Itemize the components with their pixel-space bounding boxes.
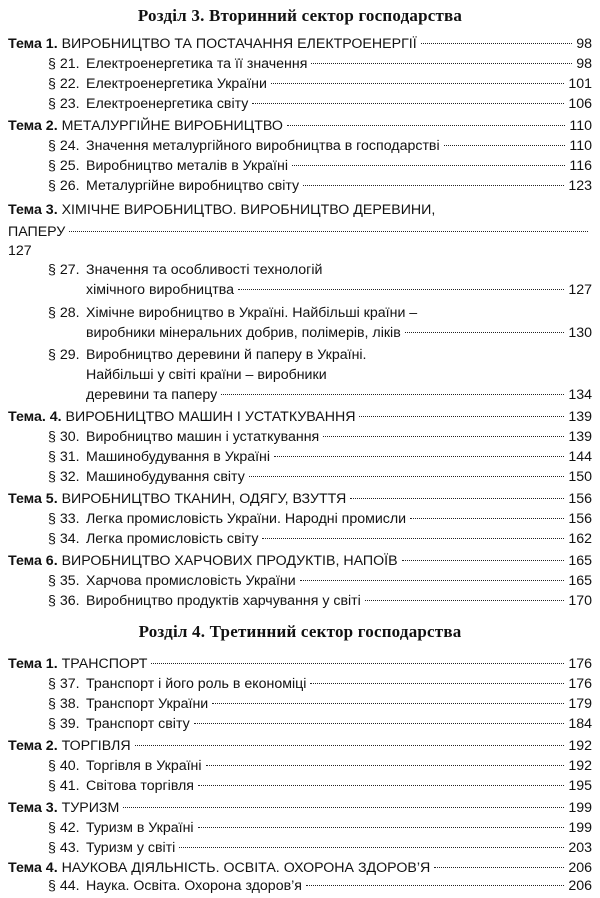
paragraph-number: § 41. (48, 778, 80, 794)
paragraph-title: Електроенергетика та її значення (86, 56, 308, 72)
tema-label: Тема 4. (8, 860, 58, 876)
paragraph-number: § 34. (48, 531, 80, 547)
section-3-title: Розділ 3. Вторинний сектор господарства (137, 6, 463, 25)
paragraph-number: § 28. (48, 305, 80, 321)
dot-leader (274, 456, 564, 457)
page-number: 123 (568, 178, 592, 194)
toc-entry-p27-line1[interactable] (48, 262, 322, 278)
toc-entry-p24[interactable] (48, 138, 592, 158)
paragraph-title: Електроенергетика світу (86, 96, 249, 112)
tema-title: ВИРОБНИЦТВО ТА ПОСТАЧАННЯ ЕЛЕКТРОЕНЕРГІЇ (61, 36, 417, 52)
dot-leader (271, 83, 564, 84)
toc-entry-s4-tema-4[interactable] (8, 860, 592, 880)
paragraph-title-line2: виробники мінеральних добрив, полімерів, ліків (86, 325, 401, 341)
dot-leader (151, 663, 564, 664)
dot-leader (434, 867, 564, 868)
dot-leader (287, 125, 565, 126)
toc-entry-s4-tema-2[interactable] (8, 738, 592, 758)
toc-entry-p39[interactable] (48, 716, 592, 736)
toc-entry-tema-6[interactable] (8, 553, 592, 573)
dot-leader (249, 476, 565, 477)
toc-entry-p42[interactable] (48, 820, 592, 840)
toc-entry-tema-1[interactable] (8, 36, 592, 56)
paragraph-title-line1: Значення та особливості технологій (86, 262, 323, 278)
dot-leader (135, 745, 565, 746)
paragraph-title: Легка промисловість світу (86, 531, 259, 547)
dot-leader (323, 436, 564, 437)
page-number: 127 (568, 282, 592, 298)
tema-label: Тема 2. (8, 118, 58, 134)
page-number: 176 (568, 676, 592, 692)
paragraph-number: § 22. (48, 76, 80, 92)
paragraph-number: § 40. (48, 758, 80, 774)
page-number: 203 (568, 840, 592, 856)
paragraph-title: Транспорт світу (86, 716, 190, 732)
paragraph-title: Транспорт України (86, 696, 209, 712)
page-number: 110 (569, 118, 592, 134)
dot-leader (292, 165, 565, 166)
paragraph-title: Туризм у світі (86, 840, 176, 856)
page-number: 179 (568, 696, 592, 712)
paragraph-title: Електроенергетика України (86, 76, 267, 92)
toc-entry-p27-line2[interactable] (86, 282, 592, 302)
tema-title: ВИРОБНИЦТВО ХАРЧОВИХ ПРОДУКТІВ, НАПОЇВ (61, 553, 398, 569)
dot-leader (198, 785, 564, 786)
paragraph-number: § 33. (48, 511, 80, 527)
page-number: 165 (568, 573, 592, 589)
paragraph-title-line1: Хімічне виробництво в Україні. Найбільші країни – (86, 305, 418, 321)
toc-entry-p44[interactable] (48, 878, 592, 898)
toc-entry-p23[interactable] (48, 96, 592, 116)
dot-leader (300, 580, 565, 581)
dot-leader (359, 416, 564, 417)
dot-leader (238, 289, 564, 290)
paragraph-number: § 31. (48, 449, 80, 465)
page-number: 106 (568, 96, 592, 112)
tema-label: Тема 3. (8, 800, 58, 816)
dot-leader (306, 885, 564, 886)
toc-entry-p29-line1[interactable] (48, 347, 367, 363)
paragraph-title: Виробництво машин і устаткування (86, 429, 320, 445)
paragraph-number: § 36. (48, 593, 80, 609)
toc-entry-s4-tema-3[interactable] (8, 800, 592, 820)
toc-entry-p22[interactable] (48, 76, 592, 96)
paragraph-title: Світова торгівля (86, 778, 194, 794)
toc-entry-p28-line2[interactable] (86, 325, 592, 345)
paragraph-title: Металургійне виробництво світу (86, 178, 300, 194)
paragraph-number: § 26. (48, 178, 80, 194)
toc-entry-p36[interactable] (48, 593, 592, 613)
dot-leader (405, 332, 565, 333)
tema-title: ВИРОБНИЦТВО МАШИН І УСТАТКУВАННЯ (65, 409, 356, 425)
dot-leader (365, 600, 565, 601)
toc-entry-tema-3-line2[interactable] (8, 224, 592, 244)
tema-label: Тема 1. (8, 36, 58, 52)
paragraph-title: Торгівля в Україні (86, 758, 202, 774)
section-4-title: Розділ 4. Третинний сектор господарства (138, 622, 462, 641)
toc-entry-p38[interactable] (48, 696, 592, 716)
toc-entry-p33[interactable] (48, 511, 592, 531)
dot-leader (410, 518, 564, 519)
paragraph-number: § 21. (48, 56, 80, 72)
toc-entry-tema-5[interactable] (8, 491, 592, 511)
dot-leader (198, 827, 565, 828)
page-number: 130 (568, 325, 592, 341)
paragraph-title: Машинобудування світу (86, 469, 245, 485)
tema-label: Тема 5. (8, 491, 58, 507)
paragraph-title-line3: деревини та паперу (86, 387, 218, 403)
paragraph-number: § 27. (48, 262, 80, 278)
tema-label: Тема 2. (8, 738, 58, 754)
tema-title: НАУКОВА ДІЯЛЬНІСТЬ. ОСВІТА. ОХОРОНА ЗДОРОВ’Я (61, 860, 431, 876)
toc-entry-p26[interactable] (48, 178, 592, 198)
page-number: 206 (568, 878, 592, 894)
toc-entry-p37[interactable] (48, 676, 592, 696)
page-number: 156 (568, 491, 592, 507)
toc-entry-tema-2[interactable] (8, 118, 592, 138)
dot-leader (123, 807, 564, 808)
paragraph-title-line1: Виробництво деревини й паперу в Україні. (86, 347, 367, 363)
page-number: 162 (568, 531, 592, 547)
paragraph-number: § 30. (48, 429, 80, 445)
page-number: 199 (568, 800, 592, 816)
dot-leader (303, 185, 564, 186)
toc-entry-p21[interactable] (48, 56, 592, 76)
tema-3-page-number: 127 (8, 243, 32, 259)
paragraph-title: Виробництво продуктів харчування у світі (86, 593, 361, 609)
toc-entry-p41[interactable] (48, 778, 592, 798)
paragraph-number: § 32. (48, 469, 80, 485)
toc-entry-p25[interactable] (48, 158, 592, 178)
dot-leader (252, 103, 564, 104)
paragraph-title: Харчова промисловість України (86, 573, 296, 589)
page-number: 139 (568, 409, 592, 425)
paragraph-title: Машинобудування в Україні (86, 449, 271, 465)
dot-leader (69, 231, 588, 232)
dot-leader (221, 394, 564, 395)
tema-title: ТОРГІВЛЯ (61, 738, 131, 754)
dot-leader (179, 847, 564, 848)
page-number: 170 (568, 593, 592, 609)
page-number: 150 (568, 469, 592, 485)
dot-leader (206, 765, 565, 766)
tema-title: МЕТАЛУРГІЙНЕ ВИРОБНИЦТВО (61, 118, 283, 134)
page-number: 165 (568, 553, 592, 569)
paragraph-number: § 37. (48, 676, 80, 692)
page-number: 206 (568, 860, 592, 876)
tema-label: Тема 6. (8, 553, 58, 569)
page-number: 98 (576, 56, 592, 72)
paragraph-title: Значення металургійного виробництва в господарстві (86, 138, 440, 154)
dot-leader (310, 683, 564, 684)
toc-entry-p35[interactable] (48, 573, 592, 593)
tema-title-line1: ХІМІЧНЕ ВИРОБНИЦТВО. ВИРОБНИЦТВО ДЕРЕВИНИ, (61, 202, 436, 218)
paragraph-number: § 39. (48, 716, 80, 732)
toc-entry-tema-3-line1[interactable] (8, 202, 435, 218)
dot-leader (194, 723, 565, 724)
page-number: 134 (568, 387, 592, 403)
tema-label: Тема 3. (8, 202, 58, 218)
toc-entry-p29-line2: Найбільші у світі країни – виробники (86, 367, 327, 383)
toc-entry-p43[interactable] (48, 840, 592, 860)
toc-entry-p30[interactable] (48, 429, 592, 449)
paragraph-title: Наука. Освіта. Охорона здоров’я (86, 878, 302, 894)
paragraph-number: § 35. (48, 573, 80, 589)
dot-leader (262, 538, 564, 539)
tema-title-line2: ПАПЕРУ (8, 224, 66, 240)
dot-leader (350, 498, 564, 499)
page-number: 176 (568, 656, 592, 672)
page-number: 139 (568, 429, 592, 445)
toc-entry-p31[interactable] (48, 449, 592, 469)
paragraph-number: § 29. (48, 347, 80, 363)
toc-entry-s4-tema-1[interactable] (8, 656, 592, 676)
page-number: 192 (568, 738, 592, 754)
paragraph-title: Виробництво металів в Україні (86, 158, 288, 174)
paragraph-title: Транспорт і його роль в економіці (86, 676, 307, 692)
toc-entry-p40[interactable] (48, 758, 592, 778)
tema-label: Тема. 4. (8, 409, 62, 425)
tema-title: ТУРИЗМ (61, 800, 120, 816)
tema-label: Тема 1. (8, 656, 58, 672)
page-number: 184 (568, 716, 592, 732)
paragraph-number: § 43. (48, 840, 80, 856)
page-number: 195 (568, 778, 592, 794)
paragraph-title-line2: хімічного виробництва (86, 282, 234, 298)
tema-title: ВИРОБНИЦТВО ТКАНИН, ОДЯГУ, ВЗУТТЯ (61, 491, 347, 507)
page-number: 156 (568, 511, 592, 527)
dot-leader (212, 703, 564, 704)
page-number: 98 (576, 36, 592, 52)
paragraph-title: Туризм в Україні (86, 820, 194, 836)
dot-leader (444, 145, 566, 146)
toc-entry-p34[interactable] (48, 531, 592, 551)
page-number: 116 (569, 158, 592, 174)
paragraph-number: § 23. (48, 96, 80, 112)
paragraph-number: § 42. (48, 820, 80, 836)
toc-entry-p29-line3[interactable] (86, 387, 592, 407)
paragraph-number: § 25. (48, 158, 80, 174)
dot-leader (402, 560, 565, 561)
dot-leader (311, 63, 572, 64)
toc-entry-tema-4[interactable] (8, 409, 592, 429)
page-number: 101 (568, 76, 592, 92)
page-number: 144 (568, 449, 592, 465)
page-number: 192 (568, 758, 592, 774)
toc-entry-p32[interactable] (48, 469, 592, 489)
page-number: 110 (569, 138, 592, 154)
tema-title: ТРАНСПОРТ (61, 656, 148, 672)
page-number: 199 (568, 820, 592, 836)
paragraph-number: § 24. (48, 138, 80, 154)
paragraph-title: Легка промисловість України. Народні промисли (86, 511, 407, 527)
toc-entry-p28-line1[interactable] (48, 305, 417, 321)
paragraph-number: § 38. (48, 696, 80, 712)
paragraph-number: § 44. (48, 878, 80, 894)
dot-leader (421, 43, 573, 44)
